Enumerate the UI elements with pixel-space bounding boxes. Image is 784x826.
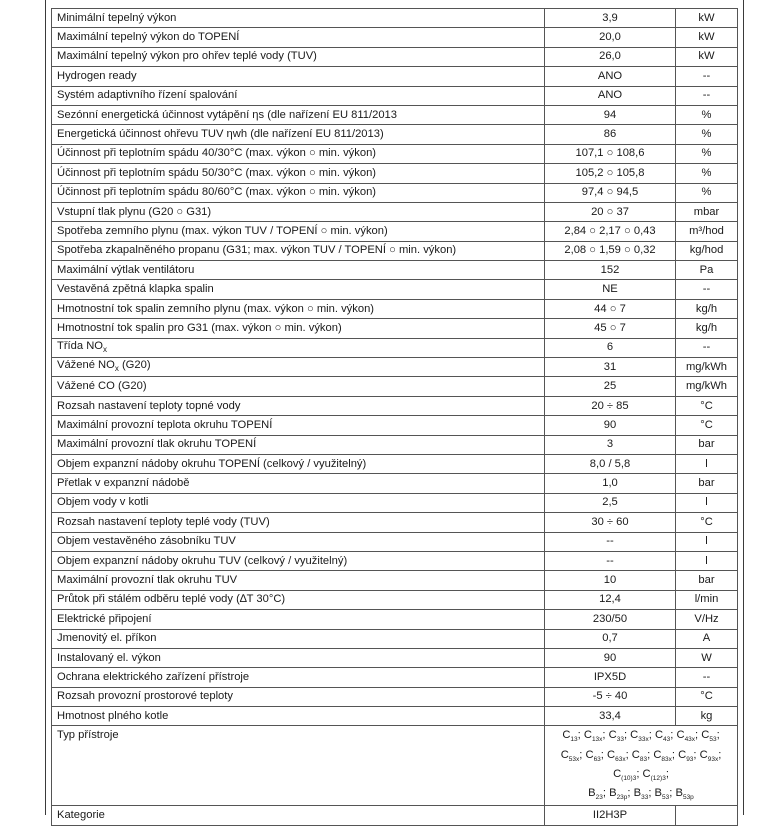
spec-row bbox=[52, 222, 738, 241]
spec-label: Maximální tepelný výkon pro ohřev teplé vody (TUV) bbox=[52, 47, 545, 66]
spec-value: 8,0 / 5,8 bbox=[545, 454, 676, 473]
spec-unit: bar bbox=[676, 474, 738, 493]
spec-unit: -- bbox=[676, 280, 738, 299]
spec-row bbox=[52, 648, 738, 667]
spec-unit: % bbox=[676, 183, 738, 202]
spec-value: 31 bbox=[545, 358, 676, 377]
spec-label: Účinnost při teplotním spádu 40/30°C (max. výkon ○ min. výkon) bbox=[52, 144, 545, 163]
spec-row bbox=[52, 396, 738, 415]
spec-unit: % bbox=[676, 164, 738, 183]
spec-unit: kg/h bbox=[676, 319, 738, 338]
spec-value: 45 ○ 7 bbox=[545, 319, 676, 338]
spec-unit: % bbox=[676, 144, 738, 163]
spec-label: Vestavěná zpětná klapka spalin bbox=[52, 280, 545, 299]
spec-value: 94 bbox=[545, 105, 676, 124]
spec-row bbox=[52, 493, 738, 512]
spec-label: Rozsah nastavení teploty teplé vody (TUV) bbox=[52, 513, 545, 532]
spec-value: IPX5D bbox=[545, 668, 676, 687]
spec-value: 86 bbox=[545, 125, 676, 144]
spec-table-body bbox=[52, 9, 738, 826]
appliance-type-line-4: $B_{23}$; $B_{23p}$; $B_{33}$; $B_{53}$; $B_{53p}$ bbox=[588, 787, 694, 802]
spec-label: Maximální provozní tlak okruhu TUV bbox=[52, 571, 545, 590]
spec-row bbox=[52, 532, 738, 551]
spec-unit: l bbox=[676, 493, 738, 512]
spec-label: Instalovaný el. výkon bbox=[52, 648, 545, 667]
spec-value: 2,84 ○ 2,17 ○ 0,43 bbox=[545, 222, 676, 241]
spec-unit: % bbox=[676, 105, 738, 124]
spec-row bbox=[52, 454, 738, 473]
spec-label: Sezónní energetická účinnost vytápění ηs (dle nařízení EU 811/2013 bbox=[52, 105, 545, 124]
spec-unit: W bbox=[676, 648, 738, 667]
spec-unit: -- bbox=[676, 86, 738, 105]
spec-row bbox=[52, 687, 738, 706]
spec-unit: bar bbox=[676, 435, 738, 454]
spec-row bbox=[52, 144, 738, 163]
spec-label: Maximální tepelný výkon do TOPENÍ bbox=[52, 28, 545, 47]
spec-value: 2,08 ○ 1,59 ○ 0,32 bbox=[545, 241, 676, 260]
spec-unit: kW bbox=[676, 47, 738, 66]
spec-value: 33,4 bbox=[545, 707, 676, 726]
spec-row bbox=[52, 707, 738, 726]
spec-row bbox=[52, 183, 738, 202]
spec-unit: mg/kWh bbox=[676, 377, 738, 396]
spec-unit: m³/hod bbox=[676, 222, 738, 241]
spec-value: 1,0 bbox=[545, 474, 676, 493]
spec-value: 105,2 ○ 105,8 bbox=[545, 164, 676, 183]
spec-label: Energetická účinnost ohřevu TUV ηwh (dle nařízení EU 811/2013) bbox=[52, 125, 545, 144]
spec-row bbox=[52, 299, 738, 318]
spec-row bbox=[52, 319, 738, 338]
spec-unit: °C bbox=[676, 396, 738, 415]
spec-unit: kg/h bbox=[676, 299, 738, 318]
spec-unit: °C bbox=[676, 687, 738, 706]
spec-row bbox=[52, 47, 738, 66]
appliance-type-label: Typ přístroje bbox=[52, 726, 545, 806]
technical-spec-table bbox=[51, 8, 738, 826]
spec-unit: kW bbox=[676, 28, 738, 47]
spec-row bbox=[52, 164, 738, 183]
spec-unit: bar bbox=[676, 571, 738, 590]
spec-label: Objem expanzní nádoby okruhu TUV (celkový / využitelný) bbox=[52, 551, 545, 570]
spec-value: 90 bbox=[545, 648, 676, 667]
spec-value: 3 bbox=[545, 435, 676, 454]
spec-value: 26,0 bbox=[545, 47, 676, 66]
spec-value: ANO bbox=[545, 67, 676, 86]
spec-value: 12,4 bbox=[545, 590, 676, 609]
spec-label: Přetlak v expanzní nádobě bbox=[52, 474, 545, 493]
spec-row bbox=[52, 125, 738, 144]
spec-unit: -- bbox=[676, 67, 738, 86]
spec-value: ANO bbox=[545, 86, 676, 105]
spec-label: Hmotnostní tok spalin zemního plynu (max. výkon ○ min. výkon) bbox=[52, 299, 545, 318]
spec-value: 2,5 bbox=[545, 493, 676, 512]
spec-row bbox=[52, 338, 738, 357]
spec-unit: kg/hod bbox=[676, 241, 738, 260]
spec-value: 6 bbox=[545, 338, 676, 357]
spec-label: Průtok při stálém odběru teplé vody (∆T 30°C) bbox=[52, 590, 545, 609]
spec-value: 0,7 bbox=[545, 629, 676, 648]
spec-row bbox=[52, 358, 738, 377]
spec-unit: -- bbox=[676, 338, 738, 357]
spec-row bbox=[52, 571, 738, 590]
spec-label: Objem vody v kotli bbox=[52, 493, 545, 512]
spec-label: Hmotnostní tok spalin pro G31 (max. výkon ○ min. výkon) bbox=[52, 319, 545, 338]
spec-value: 107,1 ○ 108,6 bbox=[545, 144, 676, 163]
spec-unit: Pa bbox=[676, 261, 738, 280]
appliance-type-line-1: $C_{13}$; $C_{13x}$; $C_{33}$; $C_{33x}$; $C_{43}$; $C_{43x}$; $C_{53}$; bbox=[562, 729, 720, 744]
spec-row bbox=[52, 86, 738, 105]
appliance-type-values bbox=[545, 726, 738, 806]
spec-value: 97,4 ○ 94,5 bbox=[545, 183, 676, 202]
spec-unit: -- bbox=[676, 668, 738, 687]
spec-row bbox=[52, 474, 738, 493]
appliance-type-line-3: $C_{(10)3}$; $C_{(12)3}$; bbox=[613, 767, 669, 783]
spec-label: Maximální provozní teplota okruhu TOPENÍ bbox=[52, 416, 545, 435]
spec-value: -- bbox=[545, 551, 676, 570]
spec-label: Elektrické připojení bbox=[52, 610, 545, 629]
category-unit bbox=[676, 806, 738, 825]
spec-value: 90 bbox=[545, 416, 676, 435]
spec-unit: kW bbox=[676, 9, 738, 28]
spec-value: -- bbox=[545, 532, 676, 551]
spec-label: Maximální výtlak ventilátoru bbox=[52, 261, 545, 280]
spec-value: 152 bbox=[545, 261, 676, 280]
spec-row bbox=[52, 416, 738, 435]
spec-unit: kg bbox=[676, 707, 738, 726]
appliance-type-row bbox=[52, 726, 738, 806]
spec-value: 20 ○ 37 bbox=[545, 202, 676, 221]
spec-unit: l bbox=[676, 454, 738, 473]
spec-label: Třída $NO_x$ bbox=[52, 338, 545, 357]
spec-row bbox=[52, 9, 738, 28]
spec-unit: A bbox=[676, 629, 738, 648]
spec-row bbox=[52, 610, 738, 629]
spec-label: Spotřeba zemního plynu (max. výkon TUV / TOPENÍ ○ min. výkon) bbox=[52, 222, 545, 241]
spec-value: 20 ÷ 85 bbox=[545, 396, 676, 415]
spec-label: Spotřeba zkapalněného propanu (G31; max. výkon TUV / TOPENÍ ○ min. výkon) bbox=[52, 241, 545, 260]
spec-label: Ochrana elektrického zařízení přístroje bbox=[52, 668, 545, 687]
category-row bbox=[52, 806, 738, 825]
spec-label: Rozsah provozní prostorové teploty bbox=[52, 687, 545, 706]
spec-label: Systém adaptivního řízení spalování bbox=[52, 86, 545, 105]
spec-unit: % bbox=[676, 125, 738, 144]
spec-value: 30 ÷ 60 bbox=[545, 513, 676, 532]
spec-label: Minimální tepelný výkon bbox=[52, 9, 545, 28]
spec-label: Objem expanzní nádoby okruhu TOPENÍ (celkový / využitelný) bbox=[52, 454, 545, 473]
spec-value: NE bbox=[545, 280, 676, 299]
spec-label: Jmenovitý el. příkon bbox=[52, 629, 545, 648]
spec-row bbox=[52, 590, 738, 609]
spec-row bbox=[52, 435, 738, 454]
spec-row bbox=[52, 513, 738, 532]
spec-label: Hydrogen ready bbox=[52, 67, 545, 86]
spec-row bbox=[52, 377, 738, 396]
spec-value: -5 ÷ 40 bbox=[545, 687, 676, 706]
spec-row bbox=[52, 202, 738, 221]
spec-label: Hmotnost plného kotle bbox=[52, 707, 545, 726]
spec-value: 44 ○ 7 bbox=[545, 299, 676, 318]
appliance-type-line-2: $C_{53x}$; $C_{63}$; $C_{63x}$; $C_{83}$; $C_{83x}$; $C_{93}$; $C_{93x}$; bbox=[560, 748, 722, 763]
category-value: II2H3P bbox=[545, 806, 676, 825]
spec-row bbox=[52, 241, 738, 260]
spec-unit: °C bbox=[676, 513, 738, 532]
spec-label: Účinnost při teplotním spádu 50/30°C (max. výkon ○ min. výkon) bbox=[52, 164, 545, 183]
spec-value: 20,0 bbox=[545, 28, 676, 47]
spec-unit: °C bbox=[676, 416, 738, 435]
spec-row bbox=[52, 67, 738, 86]
spec-label: Objem vestavěného zásobníku TUV bbox=[52, 532, 545, 551]
spec-row bbox=[52, 28, 738, 47]
spec-label: Vážené CO (G20) bbox=[52, 377, 545, 396]
spec-unit: l/min bbox=[676, 590, 738, 609]
spec-row bbox=[52, 105, 738, 124]
spec-value: 3,9 bbox=[545, 9, 676, 28]
spec-row bbox=[52, 280, 738, 299]
spec-row bbox=[52, 668, 738, 687]
spec-value: 230/50 bbox=[545, 610, 676, 629]
spec-label: Rozsah nastavení teploty topné vody bbox=[52, 396, 545, 415]
spec-value: 25 bbox=[545, 377, 676, 396]
spec-label: Vstupní tlak plynu (G20 ○ G31) bbox=[52, 202, 545, 221]
spec-unit: l bbox=[676, 532, 738, 551]
spec-label: Vážené $NO_x$ (G20) bbox=[52, 358, 545, 377]
spec-unit: mbar bbox=[676, 202, 738, 221]
spec-row bbox=[52, 629, 738, 648]
spec-unit: mg/kWh bbox=[676, 358, 738, 377]
spec-unit: l bbox=[676, 551, 738, 570]
spec-unit: V/Hz bbox=[676, 610, 738, 629]
spec-row bbox=[52, 261, 738, 280]
spec-label: Maximální provozní tlak okruhu TOPENÍ bbox=[52, 435, 545, 454]
spec-value: 10 bbox=[545, 571, 676, 590]
category-label: Kategorie bbox=[52, 806, 545, 825]
spec-row bbox=[52, 551, 738, 570]
spec-label: Účinnost při teplotním spádu 80/60°C (max. výkon ○ min. výkon) bbox=[52, 183, 545, 202]
